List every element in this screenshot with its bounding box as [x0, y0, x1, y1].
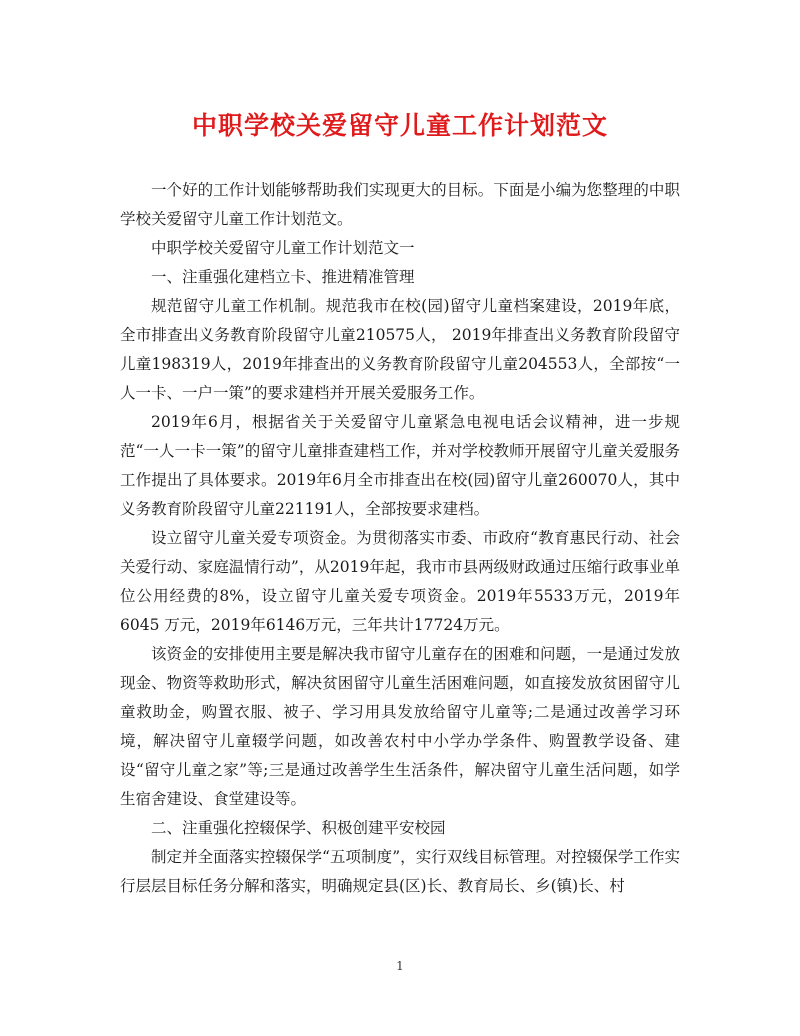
paragraph-fund-usage: 该资金的安排使用主要是解决我市留守儿童存在的困难和问题，一是通过发放现金、物资等救助形式，解决贫困留守儿童生活困难问题，如直接发放贫困留守儿童救助金，购置衣服、被子、学习用具发放给留守儿童等;二是通过改善学习环境，解决留守儿童辍学问题，如改善农村中小学办学条件、购置教学设备、建设“留守儿童之家”等;三是通过改善学生生活条件，解决留守儿童生活问题，如学生宿舍建设、食堂建设等。	[120, 645, 680, 808]
page-number: 1	[396, 959, 404, 973]
paragraph-five-systems: 制定并全面落实控辍保学“五项制度”，实行双线目标管理。对控辍保学工作实行层层目标任务分解和落实，明确规定县(区)长、教育局长、乡(镇)长、村	[120, 848, 680, 895]
document-title: 中职学校关爱留守儿童工作计划范文	[191, 111, 608, 140]
subheading-one: 一、注重强化建档立卡、推进精准管理	[151, 268, 415, 286]
section-heading-plan-one: 中职学校关爱留守儿童工作计划范文一	[151, 239, 415, 257]
document-body	[120, 176, 680, 901]
intro-paragraph: 一个好的工作计划能够帮助我们实现更大的目标。下面是小编为您整理的中职学校关爱留守儿童工作计划范文。	[120, 181, 680, 228]
paragraph-mechanism: 规范留守儿童工作机制。规范我市在校(园)留守儿童档案建设，2019年底，全市排查出义务教育阶段留守儿童210575人， 2019年排查出义务教育阶段留守儿童198319人，2019年排查出的义务教育阶段留守儿童204553人，全部按“一人一卡、一户一策”的要求建档并开展关爱服务工作。	[120, 297, 680, 402]
subheading-two: 二、注重强化控辍保学、积极创建平安校园	[151, 819, 446, 837]
paragraph-special-fund: 设立留守儿童关爱专项资金。为贯彻落实市委、市政府“教育惠民行动、社会关爱行动、家庭温情行动”，从2019年起，我市市县两级财政通过压缩行政事业单位公用经费的8%，设立留守儿童关爱专项资金。2019年5533万元，2019年6045 万元，2019年6146万元，三年共计17724万元。	[120, 529, 680, 634]
paragraph-june-2019: 2019年6月，根据省关于关爱留守儿童紧急电视电话会议精神，进一步规范“一人一卡一策”的留守儿童排查建档工作，并对学校教师开展留守儿童关爱服务工作提出了具体要求。2019年6月全市排查出在校(园)留守儿童260070人，其中义务教育阶段留守儿童221191人，全部按要求建档。	[120, 413, 680, 518]
